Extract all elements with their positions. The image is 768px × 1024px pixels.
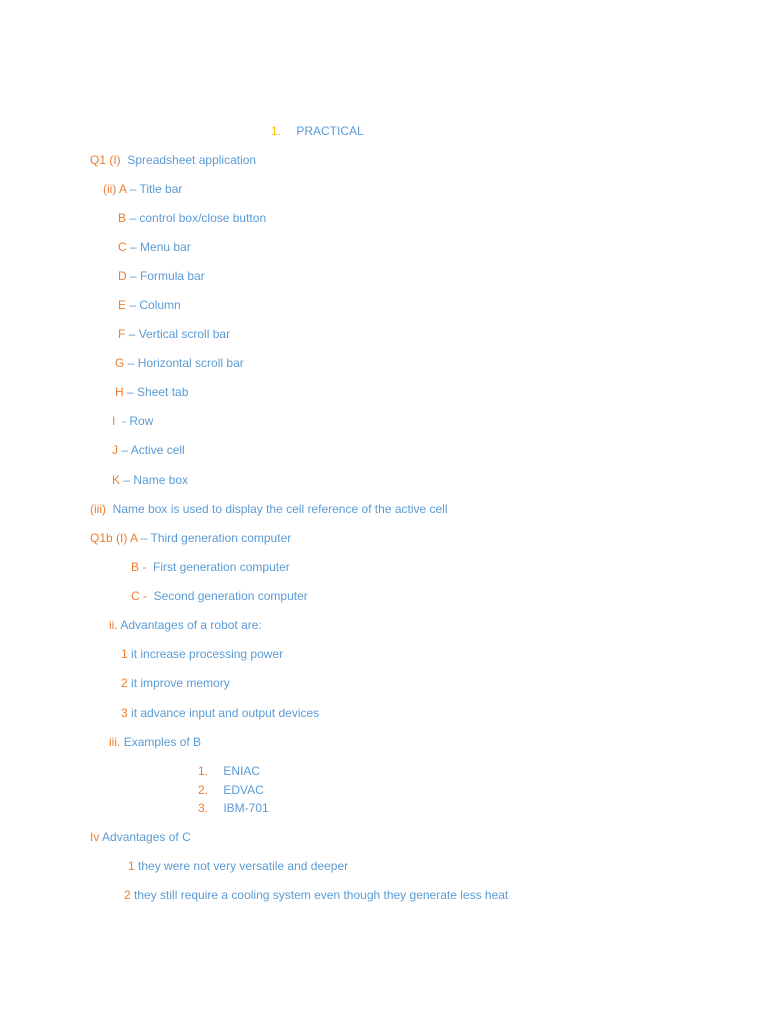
q1-label: Q1 (I): [90, 153, 121, 167]
list-item: [124, 887, 508, 903]
part-text: – Formula bar: [130, 269, 205, 283]
list-item: [198, 763, 260, 779]
q1-iii-label: (iii): [90, 502, 106, 516]
item-number: 2: [121, 676, 128, 690]
list-item: [112, 413, 153, 429]
item-text: ENIAC: [223, 764, 261, 778]
q1-ii-label: (ii) A: [103, 182, 127, 196]
part-text: – control box/close button: [129, 211, 267, 225]
q1-iii-text: Name box is used to display the cell reference of the active cell: [112, 502, 448, 516]
list-item: [118, 268, 205, 284]
part-text: Second generation computer: [153, 589, 308, 603]
list-item: [121, 705, 319, 721]
part-letter: G: [115, 356, 125, 370]
q1b-iv-label: Iv: [90, 830, 100, 844]
item-number: 1: [121, 647, 128, 661]
item-text: it improve memory: [131, 676, 230, 690]
part-letter: B -: [131, 560, 147, 574]
q1b-heading: [90, 530, 291, 546]
part-letter: I: [112, 414, 116, 428]
list-item: [112, 442, 185, 458]
item-number: 3: [121, 706, 128, 720]
part-letter: K: [112, 473, 121, 487]
list-item: [118, 297, 181, 313]
part-letter: F: [118, 327, 126, 341]
q1b-ii-text: Advantages of a robot are:: [120, 618, 262, 632]
part-text: – Active cell: [121, 443, 185, 457]
title-number: 1.: [271, 124, 282, 138]
part-text: First generation computer: [153, 560, 290, 574]
part-letter: H: [115, 385, 124, 399]
item-number: 1: [128, 859, 135, 873]
q1b-ii-line: [109, 617, 262, 633]
item-text: IBM-701: [223, 801, 269, 815]
list-item: [121, 646, 283, 662]
list-item: [118, 239, 191, 255]
q1b-text: – Third generation computer: [140, 531, 292, 545]
q1-iii-line: [90, 501, 448, 517]
q1-heading: [90, 152, 256, 168]
list-item: [115, 355, 244, 371]
part-letter: C: [118, 240, 127, 254]
list-item: [131, 559, 290, 575]
item-text: they still require a cooling system even though they generate less heat: [134, 888, 509, 902]
part-letter: D: [118, 269, 127, 283]
part-letter: B: [118, 211, 127, 225]
item-number: 3.: [198, 801, 209, 815]
q1-ii-text: – Title bar: [129, 182, 183, 196]
list-item: [131, 588, 308, 604]
part-text: – Name box: [123, 473, 189, 487]
item-number: 2.: [198, 783, 209, 797]
q1b-ii-label: ii.: [109, 618, 118, 632]
part-letter: C -: [131, 589, 147, 603]
item-text: it advance input and output devices: [131, 706, 320, 720]
q1b-iii-label: iii.: [109, 735, 121, 749]
list-item: [198, 782, 264, 798]
list-item: [121, 675, 230, 691]
part-text: – Column: [129, 298, 181, 312]
part-letter: J: [112, 443, 118, 457]
list-item: [112, 472, 188, 488]
item-text: EDVAC: [223, 783, 264, 797]
q1b-iv-text: Advantages of C: [102, 830, 191, 844]
list-item: [128, 858, 348, 874]
item-text: they were not very versatile and deeper: [138, 859, 349, 873]
list-item: [198, 800, 269, 816]
q1-text: Spreadsheet application: [127, 153, 257, 167]
part-text: - Row: [122, 414, 154, 428]
q1b-iii-text: Examples of B: [123, 735, 202, 749]
q1b-iii-line: [109, 734, 201, 750]
q1b-label: Q1b (I) A: [90, 531, 138, 545]
part-text: – Horizontal scroll bar: [127, 356, 244, 370]
part-letter: E: [118, 298, 127, 312]
q1b-iv-line: [90, 829, 191, 845]
q1-ii-line: [103, 181, 182, 197]
item-number: 2: [124, 888, 131, 902]
list-item: [118, 210, 266, 226]
item-text: it increase processing power: [131, 647, 284, 661]
part-text: – Menu bar: [130, 240, 191, 254]
page-title: [271, 123, 364, 139]
part-text: – Vertical scroll bar: [128, 327, 231, 341]
item-number: 1.: [198, 764, 209, 778]
list-item: [115, 384, 188, 400]
part-text: – Sheet tab: [127, 385, 189, 399]
title-text: PRACTICAL: [296, 124, 364, 138]
list-item: [118, 326, 230, 342]
